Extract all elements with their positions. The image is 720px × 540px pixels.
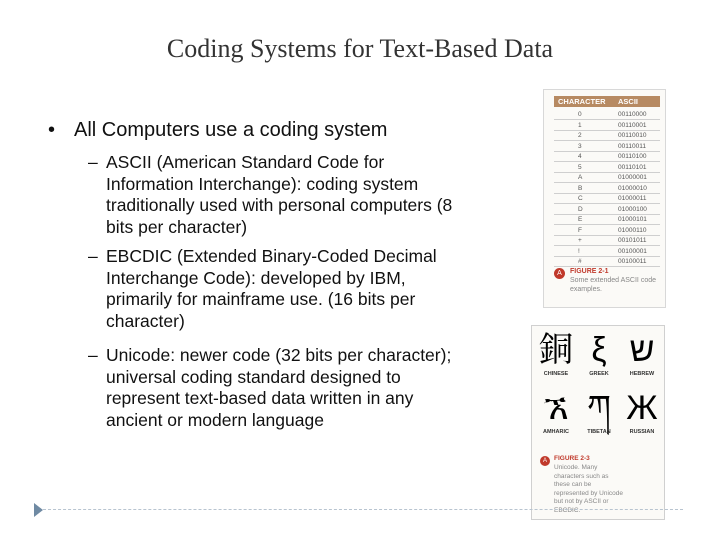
dash-icon: – xyxy=(88,345,98,365)
ascii-figure xyxy=(543,89,666,308)
glyph-label: GREEK xyxy=(589,371,609,377)
ascii-char-cell: # xyxy=(578,258,582,265)
figure-logo-icon: A xyxy=(554,268,565,279)
dash-icon: – xyxy=(88,246,98,266)
ascii-table-row xyxy=(554,109,660,120)
sub-bullet-unicode xyxy=(88,345,473,431)
ascii-table-row xyxy=(554,130,660,141)
ascii-char-cell: 5 xyxy=(578,163,582,171)
header-character: CHARACTER xyxy=(558,97,606,106)
ascii-char-cell: 4 xyxy=(578,153,582,160)
figure-caption-title: FIGURE 2-3 xyxy=(554,455,590,462)
ascii-code-cell: 01000011 xyxy=(618,195,647,202)
ascii-code-cell: 00110001 xyxy=(618,121,647,129)
ascii-char-cell: C xyxy=(578,195,583,202)
ascii-code-cell: 01000110 xyxy=(618,226,647,234)
ascii-table-row xyxy=(554,120,660,131)
sub-bullet-text: EBCDIC (Extended Binary-Coded Decimal Interchange Code): developed by IBM, primarily for mainframe use. (16 bits per character) xyxy=(106,246,437,331)
glyph-label: AMHARIC xyxy=(543,429,569,435)
footer-divider xyxy=(43,509,683,510)
glyph-char: ש xyxy=(629,331,655,369)
figure-caption-text: Some extended ASCII code examples. xyxy=(570,277,656,293)
header-ascii: ASCII xyxy=(618,97,639,106)
glyph-char: Ж xyxy=(626,389,658,427)
glyph-chinese xyxy=(536,330,576,377)
ascii-char-cell: E xyxy=(578,216,583,223)
ascii-char-cell: 0 xyxy=(578,111,582,118)
sub-bullet-ascii xyxy=(88,152,473,238)
ascii-table-header xyxy=(554,96,660,107)
glyph-label: RUSSIAN xyxy=(629,429,655,435)
glyph-char: ξ xyxy=(591,331,607,369)
ascii-table-row xyxy=(554,246,660,257)
ascii-table-row xyxy=(554,183,660,194)
glyph-label: HEBREW xyxy=(629,371,655,377)
glyph-char: 銅 xyxy=(539,331,573,369)
glyph-char: ኧ xyxy=(543,389,569,427)
ascii-code-cell: 00110101 xyxy=(618,163,647,171)
sub-bullet-text: Unicode: newer code (32 bits per character); universal coding standard designed to represent text-based data written in any ancient or modern language xyxy=(106,345,452,430)
glyph-russian xyxy=(622,388,662,435)
ascii-code-cell: 00100001 xyxy=(618,247,647,255)
ascii-char-cell: B xyxy=(578,184,583,192)
ascii-char-cell: ! xyxy=(578,247,580,255)
glyph-greek xyxy=(579,330,619,377)
glyph-label: CHINESE xyxy=(543,371,569,377)
ascii-code-cell: 00110000 xyxy=(618,111,647,118)
footer-arrow-icon xyxy=(34,503,43,517)
ascii-table-row xyxy=(554,172,660,183)
ascii-table-row xyxy=(554,204,660,215)
ascii-table-row xyxy=(554,162,660,173)
ascii-code-cell: 01000010 xyxy=(618,184,647,192)
dash-icon: – xyxy=(88,152,98,172)
ascii-table-row xyxy=(554,225,660,236)
ascii-code-cell: 01000100 xyxy=(618,205,647,213)
ascii-char-cell: 1 xyxy=(578,121,582,129)
ascii-table-row xyxy=(554,235,660,246)
ascii-char-cell: 2 xyxy=(578,132,582,139)
glyph-tibetan xyxy=(579,388,619,435)
figure-caption-text: Unicode. Many characters such as these can be represented by Unicode but not by ASCII or EBCDIC. xyxy=(554,464,624,514)
bullet-dot-icon: • xyxy=(48,119,56,141)
ascii-char-cell: A xyxy=(578,174,583,181)
sub-bullet-text: ASCII (American Standard Code for Information Interchange): coding system traditionally used with personal computers (8 bits per character) xyxy=(106,152,453,237)
ascii-code-cell: 01000101 xyxy=(618,216,647,223)
ascii-table-row xyxy=(554,141,660,152)
ascii-code-cell: 00110011 xyxy=(618,142,646,150)
ascii-code-cell: 00110100 xyxy=(618,153,647,160)
ascii-char-cell: + xyxy=(578,237,582,244)
main-bullet xyxy=(48,119,387,142)
glyph-hebrew xyxy=(622,330,662,377)
ascii-code-cell: 00110010 xyxy=(618,132,647,139)
ascii-table-row xyxy=(554,151,660,162)
ascii-char-cell: F xyxy=(578,226,582,234)
ascii-table-row xyxy=(554,214,660,225)
ascii-code-cell: 00101011 xyxy=(618,237,647,244)
sub-bullet-ebcdic xyxy=(88,246,473,332)
ascii-char-cell: D xyxy=(578,205,583,213)
slide-title: Coding Systems for Text-Based Data xyxy=(166,34,554,63)
ascii-table-row xyxy=(554,256,660,267)
figure-caption-title: FIGURE 2-1 xyxy=(570,268,609,275)
unicode-figure xyxy=(531,325,665,520)
figure-logo-icon: A xyxy=(540,456,550,466)
ascii-table-row xyxy=(554,193,660,204)
glyph-char: ཀ xyxy=(587,389,611,427)
ascii-code-cell: 00100011 xyxy=(618,258,647,265)
glyph-amharic xyxy=(536,388,576,435)
glyph-label: TIBETAN xyxy=(587,429,611,435)
ascii-char-cell: 3 xyxy=(578,142,582,150)
main-bullet-text: All Computers use a coding system xyxy=(74,119,388,141)
ascii-code-cell: 01000001 xyxy=(618,174,647,181)
